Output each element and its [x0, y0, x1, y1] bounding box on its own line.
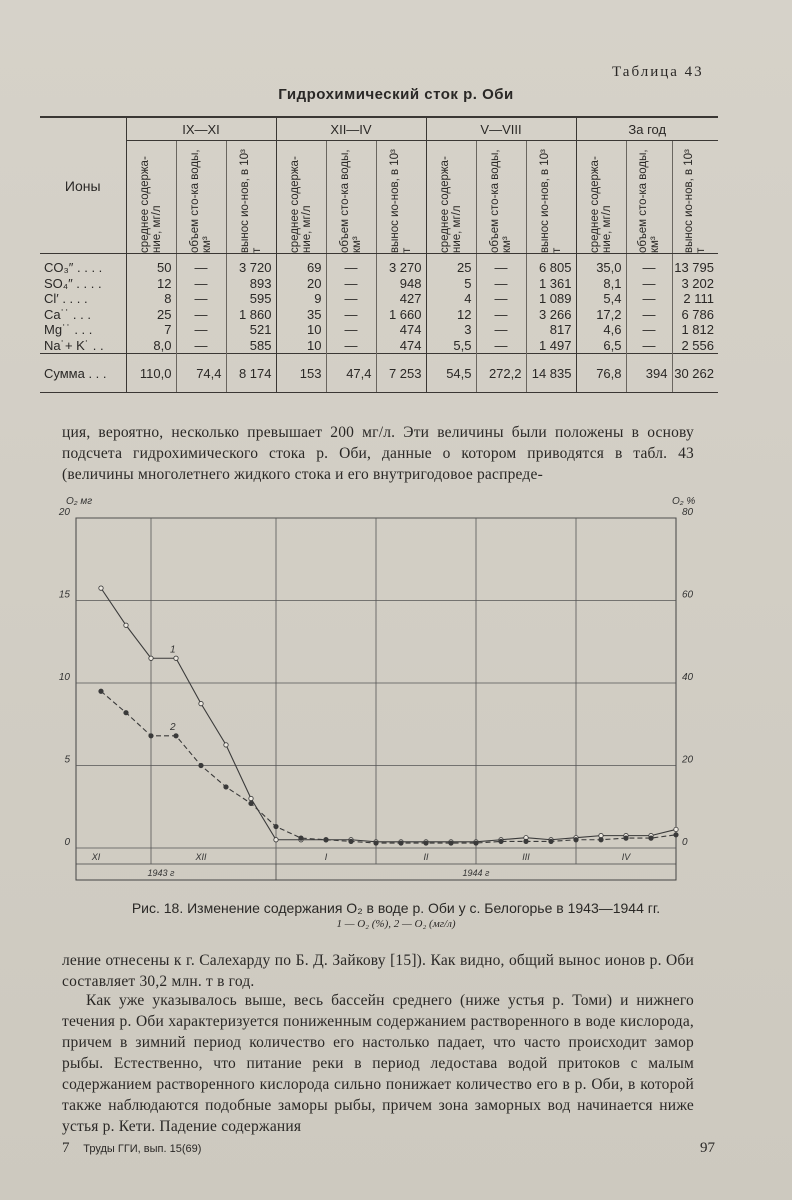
- table-cell: —: [476, 276, 526, 292]
- table-row: [40, 307, 718, 323]
- series-line-2: [101, 691, 676, 843]
- table-row: [40, 276, 718, 292]
- table-row: [40, 322, 718, 338]
- sum-row: [40, 354, 718, 393]
- month-label: I: [324, 852, 328, 862]
- period-header: V—VIII: [426, 117, 576, 141]
- paragraph-2: ление отнесены к г. Салехарду по Б. Д. Зайкову [15]). Как видно, общий вынос ионов р. Оби составляет 30,2 млн. т в год.: [62, 952, 694, 990]
- column-header: среднее содержа-ние, мг/л: [439, 156, 463, 253]
- right-tick-label: 60: [682, 589, 694, 601]
- series-label: 2: [170, 721, 176, 733]
- ion-label: Ca˙˙ . . .: [44, 306, 91, 322]
- table-cell: 10: [276, 322, 326, 338]
- table-cell: 6 805: [526, 260, 576, 276]
- column-header: объем сто-ка воды, км³: [189, 149, 213, 253]
- series-point-2: [524, 839, 528, 843]
- month-label: XII: [195, 852, 207, 862]
- table-title: Гидрохимический сток р. Оби: [278, 86, 514, 103]
- table-cell: 8,1: [576, 276, 626, 292]
- series-point-2: [299, 836, 303, 840]
- publisher: Труды ГГИ, вып. 15(69): [83, 1143, 202, 1155]
- table-cell: —: [626, 276, 672, 292]
- series-point-1: [274, 838, 278, 842]
- table-cell: 25: [426, 260, 476, 276]
- ion-label: Na˙+ K˙ . .: [44, 337, 104, 353]
- series-point-2: [474, 841, 478, 845]
- series-point-2: [249, 801, 253, 805]
- table-row: [40, 291, 718, 307]
- column-header: объем сто-ка воды, км³: [339, 149, 363, 253]
- table-cell: 12: [126, 276, 176, 292]
- series-point-2: [99, 689, 103, 693]
- sum-cell: 14 835: [526, 354, 576, 393]
- sum-label: Сумма . . .: [40, 354, 126, 393]
- period-header: За год: [576, 117, 718, 141]
- table-cell: 2 111: [672, 291, 718, 307]
- series-point-1: [249, 796, 253, 800]
- table-cell: —: [326, 338, 376, 354]
- table-cell: —: [476, 307, 526, 323]
- table-cell: 10: [276, 338, 326, 354]
- series-point-2: [649, 836, 653, 840]
- table-cell: —: [626, 322, 672, 338]
- series-point-2: [124, 711, 128, 715]
- table-cell: 3 720: [226, 260, 276, 276]
- series-point-2: [449, 841, 453, 845]
- series-point-2: [374, 841, 378, 845]
- series-point-2: [199, 763, 203, 767]
- column-header: среднее содержа-ние, мг/л: [139, 156, 163, 253]
- left-tick-label: 5: [64, 754, 70, 766]
- table-cell: 4,6: [576, 322, 626, 338]
- table-cell: —: [626, 338, 672, 354]
- series-point-2: [574, 838, 578, 842]
- series-point-2: [274, 824, 278, 828]
- series-point-2: [499, 839, 503, 843]
- sum-cell: 74,4: [176, 354, 226, 393]
- year-label: 1943 г: [147, 868, 175, 878]
- table-cell: 3 202: [672, 276, 718, 292]
- series-point-1: [99, 586, 103, 590]
- table-cell: 474: [376, 322, 426, 338]
- table-cell: 6 786: [672, 307, 718, 323]
- table-cell: 13 795: [672, 260, 718, 276]
- table-cell: 17,2: [576, 307, 626, 323]
- table-cell: —: [476, 338, 526, 354]
- sum-cell: 54,5: [426, 354, 476, 393]
- sum-cell: 394: [626, 354, 672, 393]
- series-point-2: [424, 841, 428, 845]
- series-point-2: [624, 836, 628, 840]
- table-cell: 521: [226, 322, 276, 338]
- series-point-2: [349, 839, 353, 843]
- series-line-1: [101, 588, 676, 842]
- year-label: 1944 г: [462, 868, 490, 878]
- ion-label: SO₄″ . . . .: [44, 275, 102, 291]
- right-tick-label: 20: [682, 754, 694, 766]
- month-label: IV: [621, 852, 631, 862]
- table-cell: —: [326, 307, 376, 323]
- series-point-1: [124, 623, 128, 627]
- right-tick-label: 0: [682, 837, 688, 848]
- column-header: объем сто-ка воды, км³: [637, 149, 661, 253]
- series-point-2: [674, 833, 678, 837]
- table-cell: —: [176, 291, 226, 307]
- period-header: IX—XI: [126, 117, 276, 141]
- table-cell: 4: [426, 291, 476, 307]
- table-cell: 893: [226, 276, 276, 292]
- ions-header: Ионы: [40, 117, 126, 254]
- table-cell: 817: [526, 322, 576, 338]
- table-cell: 9: [276, 291, 326, 307]
- series-point-2: [599, 838, 603, 842]
- sum-cell: 47,4: [326, 354, 376, 393]
- month-label: III: [522, 852, 530, 862]
- series-label: 1: [170, 644, 176, 656]
- series-point-2: [549, 839, 553, 843]
- table-cell: —: [326, 276, 376, 292]
- table-cell: 3: [426, 322, 476, 338]
- table-cell: 6,5: [576, 338, 626, 354]
- left-tick-label: 20: [58, 507, 70, 518]
- page-number: 97: [700, 1140, 715, 1156]
- column-header: вынос ио-нов, в 10³ т: [683, 149, 708, 253]
- table-cell: —: [176, 338, 226, 354]
- right-tick-label: 40: [682, 672, 694, 683]
- table-cell: 8,0: [126, 338, 176, 354]
- table-cell: 595: [226, 291, 276, 307]
- left-tick-label: 10: [58, 672, 70, 683]
- table-cell: 1 497: [526, 338, 576, 354]
- series-point-1: [674, 827, 678, 831]
- paragraph-3: Как уже указывалось выше, весь бассейн среднего (ниже устья р. Томи) и нижнего течения р. Оби характеризуется пониженным содержанием растворенного в воде кислорода, причем в зимний период количество его настолько падает, что часто происходит замор рыбы. Естественно, что питание реки в период ледостава водой притоков с малым содержанием растворенного кислорода сильно понижает количество его в р. Оби, в которой также наблюдаются подобные заморы рыбы, причем зона заморных вод начинается ниже устья р. Кети. Падение содержания: [62, 992, 694, 1135]
- table-row: [40, 338, 718, 354]
- table-cell: —: [176, 260, 226, 276]
- table-number: Таблица 43: [612, 64, 704, 80]
- table-cell: 7: [126, 322, 176, 338]
- sum-cell: 30 262: [672, 354, 718, 393]
- table-cell: —: [476, 291, 526, 307]
- table-cell: 50: [126, 260, 176, 276]
- series-point-2: [149, 734, 153, 738]
- ion-label: Mg˙˙ . . .: [44, 322, 93, 338]
- table-cell: 25: [126, 307, 176, 323]
- table-cell: —: [326, 291, 376, 307]
- series-point-2: [174, 734, 178, 738]
- right-tick-label: 80: [682, 507, 694, 518]
- paragraph-1: ция, вероятно, несколько превышает 200 мг/л. Эти величины были положены в основу подсчета гидрохимического стока р. Оби, данные о котором приводятся в табл. 43 (величины многолетнего жидкого стока и его внутригодовое распреде-: [62, 424, 694, 483]
- series-point-2: [324, 838, 328, 842]
- table-cell: —: [626, 291, 672, 307]
- table-cell: 35: [276, 307, 326, 323]
- table-cell: —: [476, 322, 526, 338]
- table-cell: 5,5: [426, 338, 476, 354]
- sum-cell: 76,8: [576, 354, 626, 393]
- sum-cell: 7 253: [376, 354, 426, 393]
- table-cell: —: [626, 260, 672, 276]
- series-point-2: [224, 785, 228, 789]
- table-cell: 20: [276, 276, 326, 292]
- footer-left: [62, 1140, 201, 1157]
- table-cell: 427: [376, 291, 426, 307]
- right-axis-label: O₂ %: [672, 496, 696, 507]
- figure-caption: Рис. 18. Изменение содержания O₂ в воде р. Оби у с. Белогорье в 1943—1944 гг.: [131, 900, 661, 916]
- column-header: вынос ио-нов, в 10³ т: [389, 149, 413, 253]
- table-cell: —: [176, 322, 226, 338]
- table-cell: —: [176, 276, 226, 292]
- period-header: XII—IV: [276, 117, 426, 141]
- hydrochemical-table: [40, 116, 718, 393]
- left-axis-label: O₂ мг: [66, 496, 93, 507]
- sum-cell: 110,0: [126, 354, 176, 393]
- series-point-1: [149, 656, 153, 660]
- oxygen-chart: [40, 486, 720, 886]
- table-cell: —: [476, 260, 526, 276]
- table-cell: 585: [226, 338, 276, 354]
- table-cell: 1 361: [526, 276, 576, 292]
- column-header: среднее содержа-ние, мг/л: [289, 156, 313, 253]
- table-cell: —: [176, 307, 226, 323]
- table-cell: —: [626, 307, 672, 323]
- left-tick-label: 0: [64, 837, 70, 848]
- ion-label: CO₃″ . . . .: [44, 260, 103, 276]
- series-point-1: [224, 743, 228, 747]
- table-cell: 1 660: [376, 307, 426, 323]
- table-cell: —: [326, 260, 376, 276]
- table-cell: 3 270: [376, 260, 426, 276]
- table-cell: 35,0: [576, 260, 626, 276]
- table-cell: 12: [426, 307, 476, 323]
- month-label: XI: [91, 852, 101, 862]
- table-cell: 1 860: [226, 307, 276, 323]
- series-point-2: [399, 841, 403, 845]
- sum-cell: 153: [276, 354, 326, 393]
- table-cell: 1 812: [672, 322, 718, 338]
- table-cell: 5: [426, 276, 476, 292]
- column-header: вынос ио-нов, в 10³ т: [239, 149, 263, 253]
- month-label: II: [423, 852, 429, 862]
- figure-legend: 1 — O₂ (%), 2 — O₂ (мг/л): [336, 918, 456, 930]
- column-header: вынос ио-нов, в 10³ т: [539, 149, 563, 253]
- table-cell: 1 089: [526, 291, 576, 307]
- ion-label: Cl′ . . . .: [44, 291, 88, 307]
- sum-cell: 8 174: [226, 354, 276, 393]
- column-header: объем сто-ка воды, км³: [489, 149, 513, 253]
- table-cell: 8: [126, 291, 176, 307]
- table-cell: 3 266: [526, 307, 576, 323]
- table-row: [40, 260, 718, 276]
- column-header: среднее содержа-ние, мг/л: [589, 156, 613, 253]
- table-cell: 69: [276, 260, 326, 276]
- table-cell: —: [326, 322, 376, 338]
- left-tick-label: 15: [58, 589, 70, 601]
- sheet-number: 7: [62, 1140, 70, 1156]
- series-point-1: [174, 656, 178, 660]
- table-cell: 948: [376, 276, 426, 292]
- series-point-1: [199, 701, 203, 705]
- table-cell: 2 556: [672, 338, 718, 354]
- table-cell: 5,4: [576, 291, 626, 307]
- table-cell: 474: [376, 338, 426, 354]
- sum-cell: 272,2: [476, 354, 526, 393]
